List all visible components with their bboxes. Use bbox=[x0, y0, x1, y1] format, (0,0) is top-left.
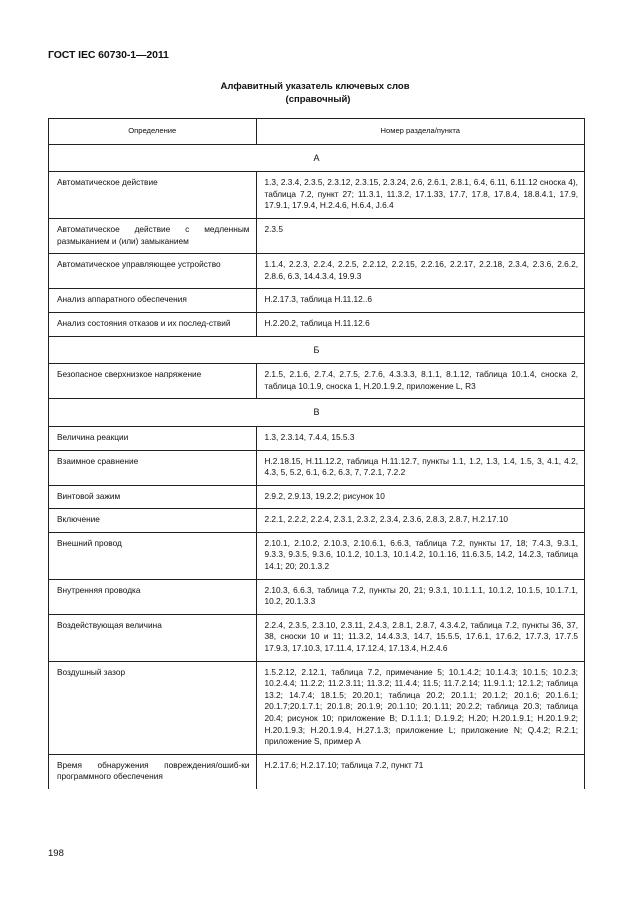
table-row bbox=[49, 509, 584, 533]
section-refs-cell: Н.2.17.3, таблица Н.11.12..6 bbox=[256, 289, 584, 313]
section-letter: В bbox=[49, 399, 584, 427]
section-letter: Б bbox=[49, 336, 584, 364]
term-cell: Винтовой зажим bbox=[49, 485, 256, 509]
term-cell: Анализ состояния отказов и их послед-ствий bbox=[49, 312, 256, 336]
table-row bbox=[49, 254, 584, 289]
section-refs-cell: 1.5.2.12, 2.12.1, таблица 7.2, примечание 5; 10.1.4.2; 10.1.4.3; 10.1.5; 10.2.3; 10.2.4.4; 11.2.2; 11.2.3.11; 11.3.2; 11.4.4; 11.5; 11.7.2.14; 11.9.1.1; 12.1.2; таблица 13.2; 14.7.4; 18.1.5; 20.20.1; таблица 20.2; 20.1.1; 20.1.2; 20.1.6; 20.1.6.1; 20.1.7;20.1.7.1; 20.1.8; 20.1.9; 20.1.10; 20.1.11; 20.2.2; таблица 20.3; таблица 20.4; рисунок 10; приложение В; D.1.1.1; D.1.9.2; Н.20; Н.20.1.9.1; Н.20.1.9.2; Н.20.1.9.3; Н.20.1.9.4, Н.27.1.3; приложение L; приложение N; Q.4.2; R.2.1; приложение S, пример А bbox=[256, 661, 584, 754]
section-refs-cell: 2.2.1, 2.2.2, 2.2.4, 2.3.1, 2.3.2, 2.3.4, 2.3.6, 2.8.3, 2.8.7, Н.2.17.10 bbox=[256, 509, 584, 533]
index-subtitle: (справочный) bbox=[285, 94, 351, 105]
table-row bbox=[49, 289, 584, 313]
term-cell: Величина реакции bbox=[49, 426, 256, 450]
index-title: Алфавитный указатель ключевых слов bbox=[220, 81, 410, 92]
term-cell: Воздействующая величина bbox=[49, 614, 256, 661]
table-header-row bbox=[49, 119, 584, 144]
section-refs-cell: 2.10.1, 2.10.2, 2.10.3, 2.10.6.1, 6.6.3, таблица 7.2, пункты 17, 18; 7.4.3, 9.3.1, 9.3.3, 9.3.5, 9.3.6, 10.1.2, 10.1.3, 10.1.4.2, 10.1.16, 11.6.3.5, 14.2, 14.2.3, таблица 14.1; 20; 20.1.3.2 bbox=[256, 532, 584, 579]
section-refs-cell: 2.2.4, 2.3.5, 2.3.10, 2.3.11, 2.4.3, 2.8.1, 2.8.7, 4.3.4.2, таблица 7.2, пункты 36, 37, 38, сноски 10 и 11; 11.3.2, 14.4.3.3, 14.7, 15.5.5, 17.6.1, 17.6.2, 17.7.3, 17.7.5 17.9.3, 17.10.3, 17.11.4, 17.12.4, 17.13.4, Н.2.4.6 bbox=[256, 614, 584, 661]
column-header-definition: Определение bbox=[49, 119, 256, 144]
column-header-section-number: Номер раздела/пункта bbox=[256, 119, 584, 144]
term-cell: Включение bbox=[49, 509, 256, 533]
keyword-index-table bbox=[49, 119, 584, 789]
term-cell: Внутренняя проводка bbox=[49, 579, 256, 614]
section-letter-row bbox=[49, 336, 584, 364]
term-cell: Автоматическое действие bbox=[49, 172, 256, 219]
section-letter-row bbox=[49, 399, 584, 427]
table-row bbox=[49, 218, 584, 253]
section-letter-row bbox=[49, 144, 584, 172]
table-row bbox=[49, 532, 584, 579]
table-row bbox=[49, 426, 584, 450]
section-refs-cell: Н.2.20.2, таблица Н.11.12.6 bbox=[256, 312, 584, 336]
keyword-index-table-container bbox=[48, 118, 585, 789]
term-cell: Автоматическое действие с медленным размыканием и (или) замыканием bbox=[49, 218, 256, 253]
table-row bbox=[49, 485, 584, 509]
table-row bbox=[49, 661, 584, 754]
term-cell: Воздушный зазор bbox=[49, 661, 256, 754]
section-refs-cell: 2.10.3, 6.6.3, таблица 7.2, пункты 20, 21; 9.3.1, 10.1.1.1, 10.1.2, 10.1.5, 10.1.7.1, 10.2, 20.1.3.3 bbox=[256, 579, 584, 614]
index-title-block bbox=[0, 80, 630, 106]
table-row bbox=[49, 172, 584, 219]
table-row bbox=[49, 754, 584, 789]
term-cell: Анализ аппаратного обеспечения bbox=[49, 289, 256, 313]
term-cell: Внешний провод bbox=[49, 532, 256, 579]
term-cell: Время обнаружения повреждения/ошиб-ки программного обеспечения bbox=[49, 754, 256, 789]
table-row bbox=[49, 614, 584, 661]
table-row bbox=[49, 364, 584, 399]
table-row bbox=[49, 450, 584, 485]
term-cell: Автоматическое управляющее устройство bbox=[49, 254, 256, 289]
table-body bbox=[49, 144, 584, 789]
section-refs-cell: 1.3, 2.3.14, 7.4.4, 15.5.3 bbox=[256, 426, 584, 450]
section-refs-cell: 1.3, 2.3.4, 2.3.5, 2.3.12, 2.3.15, 2.3.24, 2.6, 2.6.1, 2.8.1, 6.4, 6.11, 6.11.12 сноска 4), таблица 7.2, пункт 27; 11.3.1, 11.3.2, 17.1.33, 17.7, 17.8, 17.8.4, 18.8.4.1, 17.9, 17.9.1, 17.9.4, Н.2.4.6, Н.6.4, J.6.4 bbox=[256, 172, 584, 219]
term-cell: Безопасное сверхнизкое напряжение bbox=[49, 364, 256, 399]
term-cell: Взаимное сравнение bbox=[49, 450, 256, 485]
section-refs-cell: 1.1.4, 2.2.3, 2.2.4, 2.2.5, 2.2.12, 2.2.15, 2.2.16, 2.2.17, 2.2.18, 2.3.4, 2.3.6, 2.6.2, 2.8.6, 6.3, 14.4.3.4, 19.9.3 bbox=[256, 254, 584, 289]
section-refs-cell: 2.3.5 bbox=[256, 218, 584, 253]
page-number: 198 bbox=[48, 848, 64, 859]
section-refs-cell: 2.9.2, 2.9.13, 19.2.2; рисунок 10 bbox=[256, 485, 584, 509]
table-row bbox=[49, 579, 584, 614]
section-refs-cell: Н.2.17.6; Н.2.17.10; таблица 7.2, пункт 71 bbox=[256, 754, 584, 789]
table-row bbox=[49, 312, 584, 336]
section-letter: А bbox=[49, 144, 584, 172]
document-header: ГОСТ IEC 60730-1—2011 bbox=[48, 49, 169, 61]
section-refs-cell: 2.1.5, 2.1.6, 2.7.4, 2.7.5, 2.7.6, 4.3.3.3, 8.1.1, 8.1.12, таблица 10.1.4, сноска 2, таблица 10.1.9, сноска 1, Н.20.1.9.2, приложение L, R3 bbox=[256, 364, 584, 399]
section-refs-cell: Н.2.18.15, Н.11.12.2, таблица Н.11.12.7, пункты 1.1, 1.2, 1.3, 1.4, 1.5, 3, 4.1, 4.2, 4.3, 5, 5.2, 6.1, 6.2, 6.3, 7, 7.2.1, 7.2.2 bbox=[256, 450, 584, 485]
